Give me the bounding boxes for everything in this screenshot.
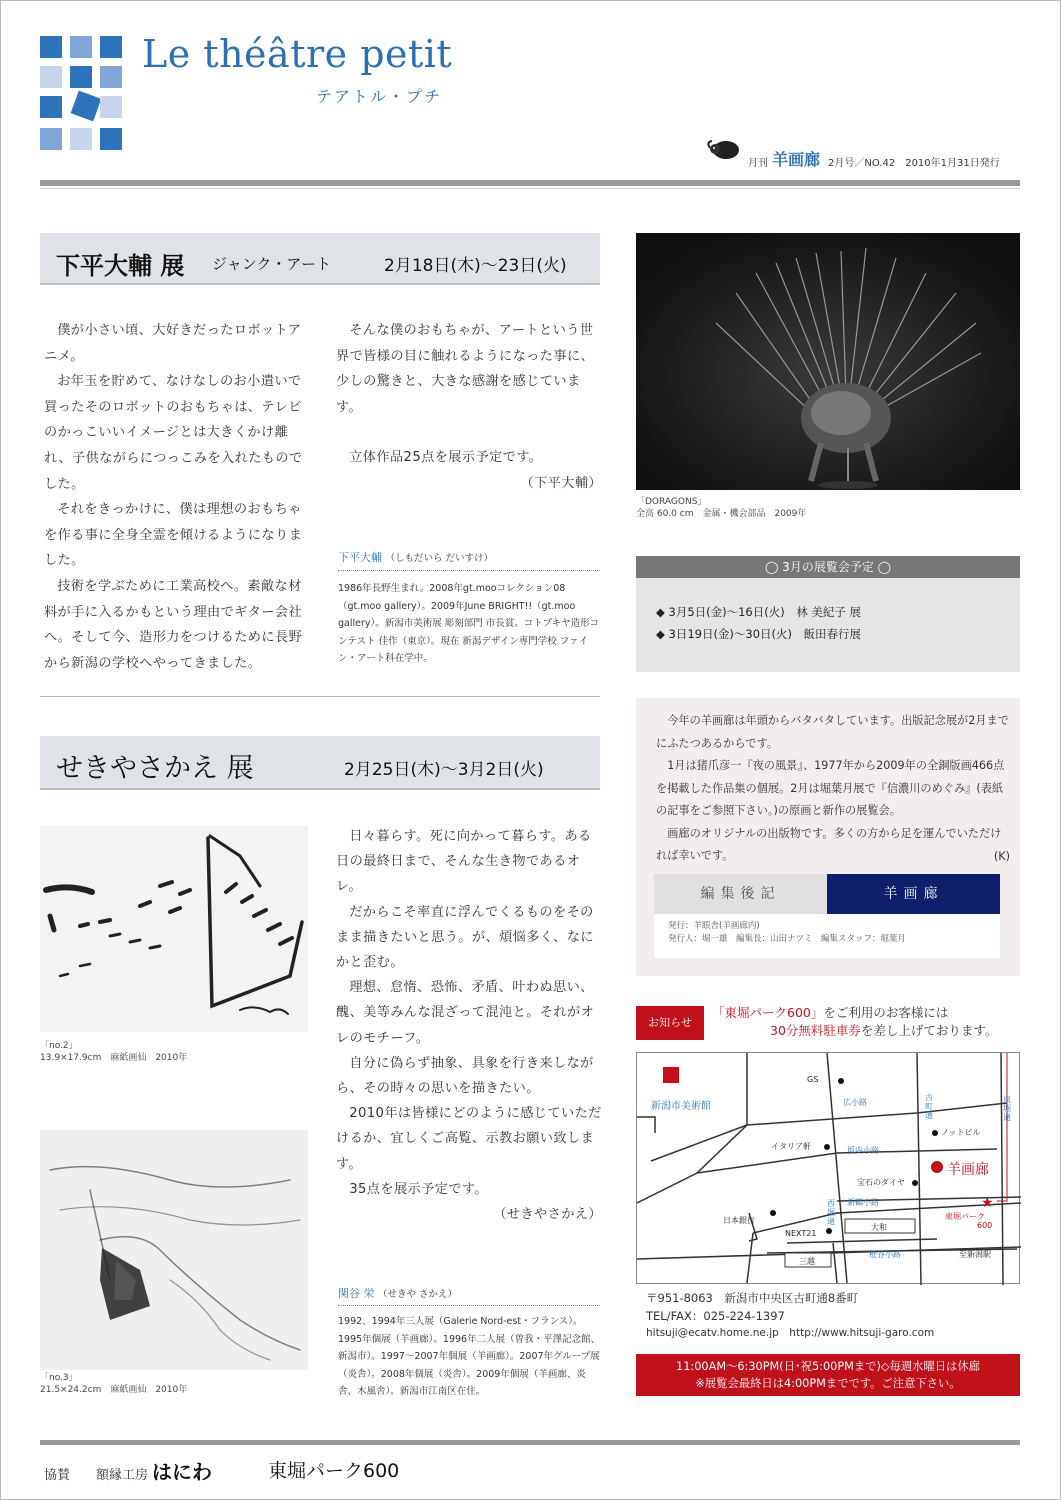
editor-tabs	[654, 874, 1000, 914]
signature: （せきやさかえ）	[493, 1207, 602, 1223]
tab-editor-note: 編集後記	[654, 874, 827, 914]
paragraph: 今年の羊画廊は年頭からバタバタしています。出版記念展が2月までにふたつあるからです。	[656, 714, 1009, 750]
map-hirokoji-label: 広小路	[843, 1098, 867, 1107]
caption-title: 「no.3」	[40, 1373, 78, 1383]
map-next21-label: NEXT21	[785, 1229, 817, 1238]
caption-detail: 13.9×17.9cm 麻紙画仙 2010年	[40, 1053, 188, 1063]
divider	[338, 570, 600, 571]
paragraph: 35点を展示予定です。	[349, 1181, 488, 1197]
paragraph: 理想、怠惰、恐怖、矛盾、叶わぬ思い、醜、美等みんな混ざって混沌と。それがオレのモチーフ。	[336, 980, 595, 1046]
map-higashibori-label: 東堀通	[1003, 1095, 1011, 1122]
paragraph: 技術を学ぶために工業高校へ。素敵な材料が手に入るかもという理由でギター会社へ。そして今、造形力をつけるために長野から新潟の学校へやってきました。	[44, 578, 303, 671]
paragraph: 立体作品25点を展示予定です。	[349, 450, 543, 466]
caption-title: 「DORAGONS」	[636, 497, 707, 507]
map-park2-label: 600	[977, 1221, 993, 1230]
exhibition1-name: 下平大輔 展	[56, 252, 185, 280]
paragraph: だからこそ率直に浮んでくるものをそのまま描きたいと思う。が、煩悩多く、なにかと歪む。	[336, 904, 594, 971]
notice-line2: を差し上げております。	[860, 1023, 998, 1038]
footer-frame-shop: 額縁工房	[96, 1468, 149, 1483]
masthead-issue: 2月号／NO.42 2010年1月31日発行	[828, 158, 1000, 169]
exhibition1-header	[40, 233, 600, 285]
map-nottobiru-label: ノットビル	[941, 1128, 981, 1137]
publisher-credit	[654, 914, 1000, 958]
editor-note-box	[636, 698, 1020, 976]
notice-tag: お知らせ	[636, 1006, 704, 1040]
paragraph: お年玉を貯めて、なけなしのお小遣いで買ったそのロボットのおもちゃは、テレビのかっこいいイメージとは大きくかけ離れ、子供ながらにつっこみを入れたものでした。	[44, 374, 303, 492]
divider	[338, 1305, 600, 1306]
ink-painting-icon	[40, 826, 308, 1032]
exhibition1-text-col1	[44, 318, 310, 676]
dragon-caption	[636, 496, 806, 520]
map-shinkoji-label: 新鶴小路	[847, 1198, 879, 1207]
exhibition1-date: 2月18日(木)〜23日(火)	[384, 256, 567, 276]
painting-no2	[40, 826, 308, 1032]
title-jp: テアトル・プチ	[316, 87, 443, 106]
notice-text	[712, 1004, 997, 1040]
painting-no3	[40, 1130, 308, 1370]
masthead-monthly: 月刊	[748, 158, 768, 169]
tab-gallery: 羊画廊	[827, 874, 1000, 914]
schedule-item: ◆ 3日19日(金)〜30日(火) 飯田春行展	[656, 627, 862, 641]
exhibition2-text	[336, 824, 602, 1227]
paragraph: 僕が小さい頃、大好きだったロボットアニメ。	[44, 323, 302, 364]
caption-title: 「no.2」	[40, 1041, 78, 1051]
logo-mosaic-icon	[40, 36, 126, 156]
map-sakaikoji-label: 坂内小路	[847, 1146, 879, 1155]
caption-detail: 全高 60.0 cm 金属・機会部品 2009年	[636, 509, 807, 519]
paragraph: 自分に偽らず抽象、具象を行き来しながら、その時々の思いを描きたい。	[336, 1055, 594, 1097]
artist-reading: （しもだいら だいすけ）	[385, 553, 494, 564]
footer-park: 東堀パーク600	[268, 1460, 400, 1482]
ram-logo-icon	[706, 138, 742, 162]
paragraph	[336, 420, 602, 445]
top-rule-thin	[40, 188, 1020, 189]
paragraph: そんな僕のおもちゃが、アートという世界で皆様の目に触れるようになった事に、少しの驚きと、大きな感謝を感じています。	[336, 323, 595, 415]
map-park-label: 東堀パーク	[945, 1212, 985, 1221]
paragraph: 1月は猪爪彦一『夜の風景』、1977年から2009年の全銅版画466点を掲載した作品集の個展。2月は堀葉月展で『信濃川のめぐみ』(表紙の記事をご参照下さい。)の原画と新作の展覧会。	[656, 759, 1005, 817]
map-houseki-label: 宝石のダイヤ	[857, 1178, 905, 1187]
section-divider	[40, 696, 600, 697]
paragraph: 画廊のオリジナルの出版物です。多くの方から足を運んでいただければ幸いです。	[656, 826, 1002, 862]
notice-line1: をご利用のお客様には	[823, 1005, 949, 1020]
dragon-photo	[636, 233, 1020, 490]
caption-detail: 21.5×24.2cm 麻紙画仙 2010年	[40, 1385, 188, 1395]
artist-name: 下平大輔	[338, 551, 382, 564]
schedule-header: ◯ 3月の展覧会予定 ◯	[636, 556, 1020, 578]
hours-line: 11:00AM〜6:30PM(日･祝5:00PMまで)◇毎週水曜日は休廊	[676, 1360, 980, 1373]
painting-no2-caption	[40, 1040, 187, 1064]
exhibition2-date: 2月25日(木)〜3月2日(火)	[344, 760, 544, 780]
address-tel: TEL/FAX：025-224-1397	[646, 1308, 785, 1323]
map-yamato-label: 大和	[871, 1223, 887, 1232]
ink-painting-icon	[40, 1130, 308, 1370]
map-nihonginko-label: 日本銀行	[723, 1216, 755, 1225]
paragraph: 2010年は皆様にどのように感じていただけるか、宜しくご高覧、示教お願い致します。	[336, 1106, 602, 1172]
address-web: hitsuji@ecatv.home.ne.jp http://www.hitsuji-garo.com	[646, 1327, 935, 1339]
dragon-sculpture-icon	[636, 233, 1020, 490]
exhibition1-genre: ジャンク・アート	[212, 255, 331, 273]
footer-frame-logo: はにわ	[152, 1460, 212, 1484]
exhibition2-bio: 1992、1994年三人展（Galerie Nord-est・フランス）。1995年個展（羊画廊）。1996年二人展（曽我・平澤記念館、新潟市）。1997〜2007年個展（羊画廊）。2007年グループ展（炎舎）。2008年個展（炎舎）。2009年個展（羊画廊、炎舎、木風舎）。新潟市江南区在住。	[338, 1316, 601, 1397]
bottom-rule	[40, 1440, 1020, 1445]
title-en: Le théâtre petit	[142, 32, 453, 76]
paragraph: 日々暮らす。死に向かって暮らす。ある日の最終日まで、そんな生き物であるオレ。	[336, 829, 592, 895]
map-furumachi-label: 古町通	[925, 1093, 933, 1120]
exhibition1-artist	[338, 549, 493, 565]
address-postal: 〒951-8063 新潟市中央区古町通8番町	[646, 1291, 859, 1305]
access-map	[636, 1052, 1020, 1284]
paragraph: それをきっかけに、僕は理想のおもちゃを作る事に全身全霊を傾けるようになりました。	[44, 502, 303, 569]
masthead	[706, 138, 1024, 168]
hours-line: ※展覧会最終日は4:00PMまでです。ご注意下さい。	[695, 1377, 961, 1390]
notice-ticket: 30分無料駐車券	[770, 1023, 861, 1038]
map-nishibori-label: 西堀通	[827, 1199, 835, 1226]
map-station-label: 至新潟駅	[959, 1250, 991, 1259]
artist-reading: （せきや さかえ）	[378, 1289, 458, 1300]
gallery-address	[646, 1290, 934, 1343]
masthead-name: 羊画廊	[772, 150, 821, 169]
map-hitsuji-label: 羊画廊	[947, 1162, 989, 1178]
map-kashiwa-label: 柾谷小路	[869, 1250, 901, 1259]
map-gs-label: GS	[807, 1075, 819, 1084]
exhibition2-header	[40, 736, 600, 790]
editor-signature: (K)	[993, 849, 1010, 863]
top-rule	[40, 180, 1020, 186]
artist-name: 関谷 栄	[338, 1287, 375, 1300]
exhibition2-name: せきやさかえ 展	[56, 753, 254, 784]
exhibition1-text-col2	[336, 318, 602, 497]
exhibition1-bio: 1986年長野生まれ。2008年gt.mooコレクション08（gt.moo gallery）。2009年June BRIGHT!!（gt.moo gallery）。新潟市美術展 彫刻部門 市長賞。コトブキヤ造形コンテスト 佳作（東京）。現在 新潟デザイン専門学校 ファイン・アート科在学中。	[338, 583, 600, 664]
credit-line: 発行人：堀一雄 編集長：山田ナツミ 編集スタッフ：堀葉月	[668, 934, 906, 944]
painting-no3-caption	[40, 1372, 187, 1396]
credit-line: 発行：羊眼舎(羊画廊内)	[668, 921, 760, 931]
schedule-box	[636, 556, 1020, 672]
footer-sponsor: 協賛	[44, 1468, 71, 1483]
signature: （下平大輔）	[520, 475, 602, 491]
schedule-item: ◆ 3月5日(金)〜16日(火) 林 美紀子 展	[656, 605, 862, 619]
map-italiaken-label: イタリア軒	[771, 1142, 811, 1151]
editor-note-text	[656, 710, 1010, 868]
map-mitsukoshi-label: 三越	[799, 1257, 815, 1266]
notice-park-name: 「東堀パーク600」	[712, 1005, 824, 1020]
svg-text:★: ★	[981, 1195, 994, 1211]
map-museum-label: 新潟市美術館	[651, 1101, 711, 1112]
exhibition2-artist	[338, 1285, 457, 1301]
opening-hours	[636, 1354, 1020, 1396]
